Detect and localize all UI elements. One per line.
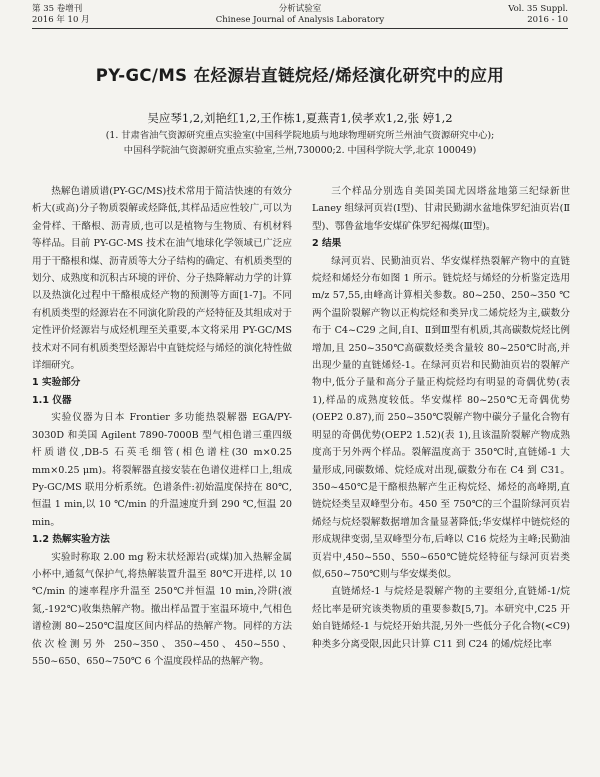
left-column <box>32 183 292 670</box>
header-issue: Vol. 35 Suppl. 2016 - 10 <box>508 4 568 25</box>
paper-title: PY-GC/MS 在烃源岩直链烷烃/烯烃演化研究中的应用 <box>95 66 505 85</box>
running-header <box>32 4 568 30</box>
intro-paragraph: 热解色谱质谱(PY-GC/MS)技术常用于简洁快速的有效分析大(或高)分子物质裂解或烃降低,其样品适应性较广,可以为金骨样、干酪根、沥青质,也可以是植物与生物质、有机材料等样品。目前 PY-GC-MS 技术在油气地球化学领域已广泛应用于干酪根和煤、沥青质等大分子结构的确定、有机质类型的划分、成熟度和沉积古环境的评价、分子热降解动力学的计算以及热演化过程中干酪根成烃产物的预测等方面[1-7]。不同有机质类型的烃源岩在不同演化阶段的产烃特征及其组成对于定性评价烃源岩与成烃机理至关重要,本文将采用 PY-GC/MS 技术对不同有机质类型烃源岩中直链烷烃与烯烃的演化特性做详细研究。 <box>32 186 292 372</box>
header-divider <box>32 28 568 29</box>
affiliation <box>52 128 548 158</box>
instrument-paragraph: 实验仪器为日本 Frontier 多功能热裂解器 EGA/PY-3030D 和美国 Agilent 7890-7000B 型气相色谱三重四级杆质谱仪,DB-5 石英毛细管(相色谱柱(30 m×0.25 mm×0.25 μm)。将裂解器直接安装在色谱仪进样口上,组成 Py-GC/MS 联用分析系统。色谱条件:初始温度保持在 80℃,恒温 1 min,以 10 ℃/min 的升温速度升到 290 ℃,恒温 20 min。 <box>32 412 292 528</box>
right-column <box>312 183 570 653</box>
method-paragraph: 实验时称取 2.00 mg 粉末状烃源岩(或煤)加入热解金属小杯中,通氦气保护气,将热解装置升温至 80℃开进样,以 10 ℃/min 的速率程序升温至 250℃并恒温 10 min,冷阱(液氮,-192℃)收集热解产物。撤出样品置于室温环境中,气相色谱检测 80~250℃温度区间内样品的热解产物。同样的方法依次检测另外 250~350、350~450、450~550、550~650、650~750℃ 6 个温度段样品的热解产物。 <box>32 551 292 667</box>
subsection-heading: 1.2 热解实验方法 <box>32 534 110 546</box>
section-heading: 1 实验部分 <box>32 377 81 389</box>
affiliation-line: 中国科学院油气资源研究重点实验室,兰州,730000;2. 中国科学院大学,北京 100049) <box>123 145 477 156</box>
results-paragraph: 直链烯烃-1 与烷烃是裂解产物的主要组分,直链烯-1/烷烃比率是研究该类物质的重要参数[5,7]。本研究中,C25 开始自链烯烃-1 与烷烃开始共混,另外一些低分子化合物(<C9)种类多分离受限,因此只计算 C11 到 C24 的烯/烷烃比率 <box>312 586 570 650</box>
author-list: 吴应琴1,2,刘艳红1,2,王作栋1,夏燕青1,侯孝欢1,2,张 婷1,2 <box>147 111 453 125</box>
subsection-heading: 1.1 仪器 <box>32 394 72 406</box>
results-paragraph: 绿河页岩、民勤油页岩、华安煤样热裂解产物中的直链烷烃和烯烃分布如图 1 所示。链烷烃与烯烃的分析鉴定选用 m/z 57,55,由峰高计算相关参数。80~250、250~350 ℃两个温阶裂解产物以正构烷烃和类异戊二烯烷烃为主,碳数分布于 C4~C29 之间,自Ⅰ、Ⅱ到Ⅲ型有机质,其高碳数烷烃比例增加,且 250~350℃高碳数烃类含量较 80~250℃时高,并出现少量的直链烯烃-1。在绿河页岩和民勤油页岩的裂解产物中,低分子量和高分子量正构烷烃均有明显的奇偶优势(表 1),样品的成熟度较低。华安煤样 80~250℃无奇偶优势(OEP2 0.87),而 250~350℃裂解产物中碳分子量化合物有明显的奇偶优势(OEP2 1.52)(表 1),且该温阶裂解产物成熟度高于另外两个样品。裂解温度高于 350℃时,直链烯-1 大量形成,同碳数烯、烷烃成对出现,碳数分布在 C4 到 C31。350~450℃是干酪根热解产生正构烷烃、烯烃的高峰期,直链烷烃类呈双峰型分布。450 至 750℃的三个温阶绿河页岩烯烃与烷烃裂解数据增加含量显著降低;华安煤样中链烷烃的形成规律变弱,呈双峰型分布,后峰以 C16 烷烃为主峰;民勤油页岩中,450~550、550~650℃链烷烃特征与绿河页岩类似,650~750℃则与华安煤类似。 <box>312 255 570 580</box>
header-journal: 分析试验室 Chinese Journal of Analysis Laboratory <box>215 4 385 25</box>
samples-paragraph: 三个样品分别选自美国美国尤因塔盆地第三纪绿新世 Laney 组绿河页岩(Ⅰ型)、甘肃民勤湖水盆地侏罗纪油页岩(Ⅱ型)、鄂鲁盆地华安煤矿侏罗纪褐煤(Ⅲ型)。 <box>312 186 570 232</box>
affiliation-line: (1. 甘肃省油气资源研究重点实验室(中国科学院地质与地球物理研究所兰州油气资源研究中心); <box>105 130 495 141</box>
header-volume: 第 35 卷增刊 2016 年 10 月 <box>32 4 90 25</box>
section-heading: 2 结果 <box>312 238 342 250</box>
